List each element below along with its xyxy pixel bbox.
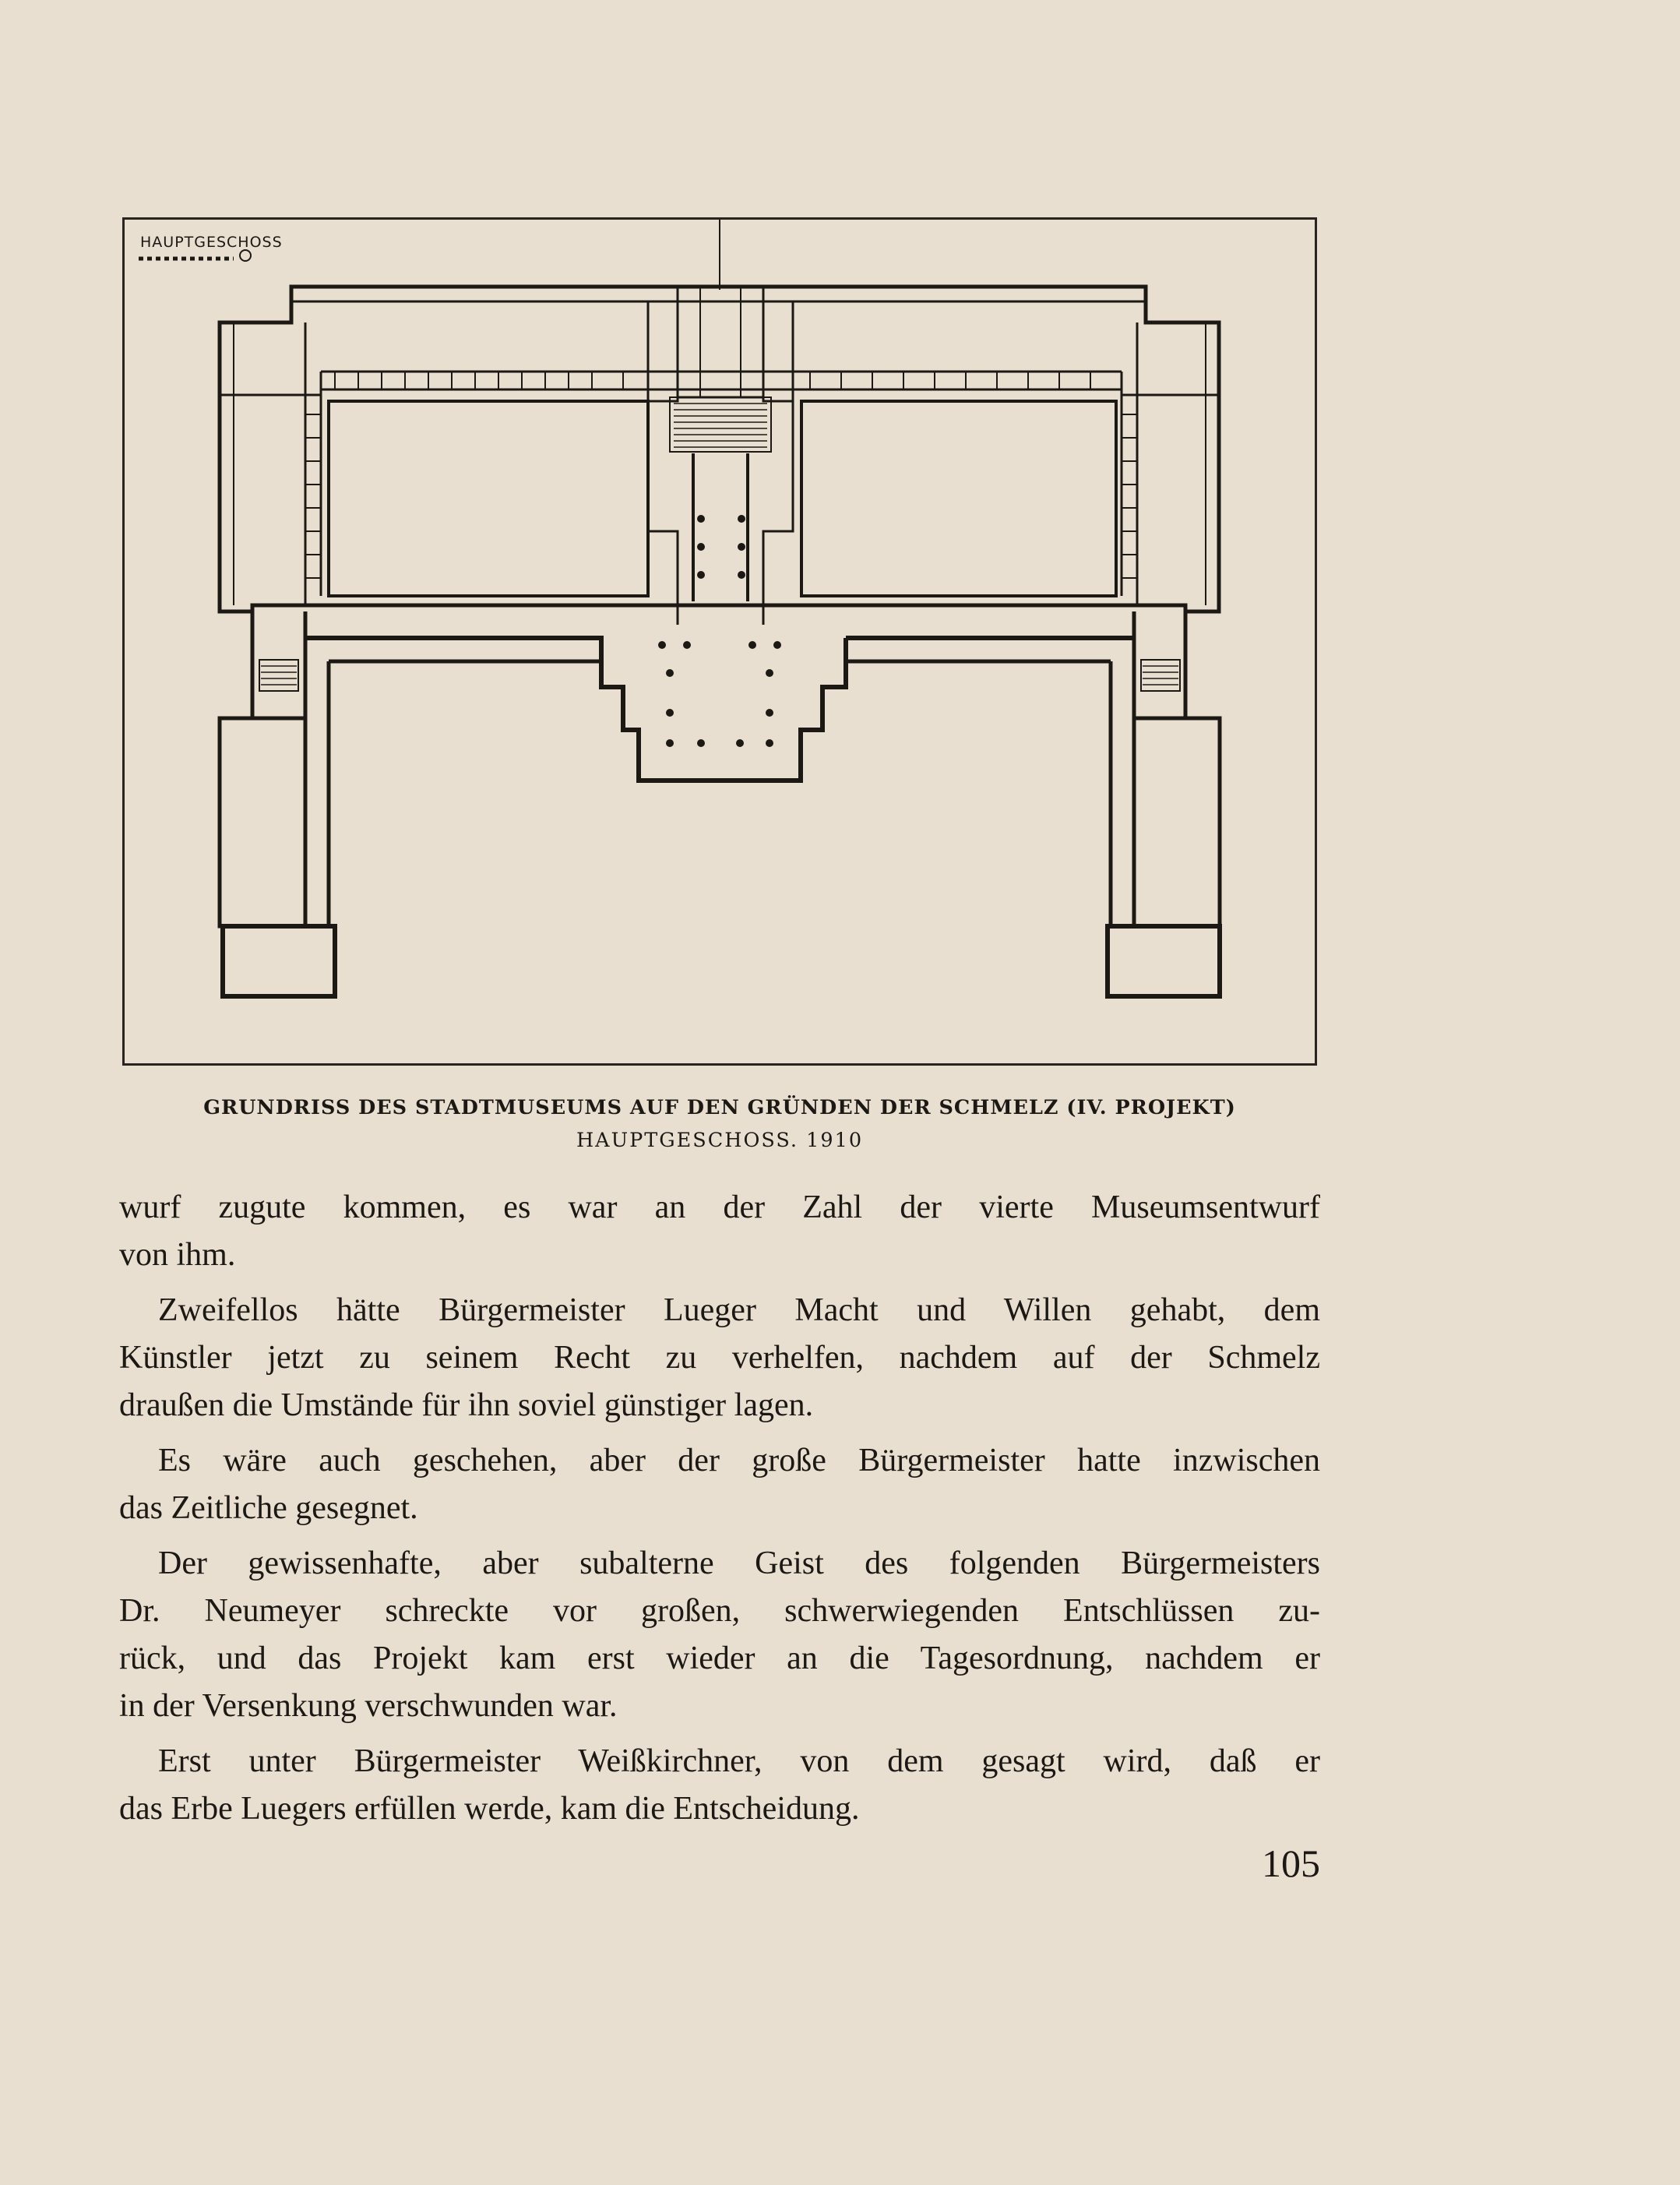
text-line: Zweifellos hätte Bürgermeister Lueger Macht und Willen gehabt, dem xyxy=(158,1292,1320,1328)
text-line: rück, und das Projekt kam erst wieder an die Tagesordnung, nachdem er xyxy=(119,1641,1320,1676)
text-line: draußen die Umstände für ihn soviel günstiger lagen. xyxy=(119,1387,814,1423)
text-line: wurf zugute kommen, es war an der Zahl der vierte Museumsentwurf xyxy=(119,1189,1320,1225)
text-line: Der gewissenhafte, aber subalterne Geist des folgenden Bürgermeisters xyxy=(158,1545,1320,1581)
text-line: das Erbe Luegers erfüllen werde, kam die Entscheidung. xyxy=(119,1791,860,1827)
text-line: in der Versenkung verschwunden war. xyxy=(119,1688,618,1724)
figure-caption-line-2: HAUPTGESCHOSS. 1910 xyxy=(576,1129,864,1152)
floor-plan-figure xyxy=(122,217,1317,1066)
plan-label: HAUPTGESCHOSS xyxy=(140,234,283,251)
text-line: Künstler jetzt zu seinem Recht zu verhelfen, nachdem auf der Schmelz xyxy=(119,1340,1320,1376)
figure-caption-line-1: GRUNDRISS DES STADTMUSEUMS AUF DEN GRÜNDEN DER SCHMELZ (IV. PROJEKT) xyxy=(203,1096,1236,1119)
page-number: 105 xyxy=(1262,1841,1320,1885)
text-line: Erst unter Bürgermeister Weißkirchner, von dem gesagt wird, daß er xyxy=(158,1743,1320,1779)
floor-plan-drawing xyxy=(125,220,1315,1063)
text-line: Dr. Neumeyer schreckte vor großen, schwerwiegenden Entschlüssen zu- xyxy=(119,1593,1320,1629)
body-text xyxy=(119,1184,1320,1833)
text-line: das Zeitliche gesegnet. xyxy=(119,1490,418,1526)
text-line: Es wäre auch geschehen, aber der große Bürgermeister hatte inzwischen xyxy=(158,1443,1320,1478)
text-line: von ihm. xyxy=(119,1237,236,1273)
